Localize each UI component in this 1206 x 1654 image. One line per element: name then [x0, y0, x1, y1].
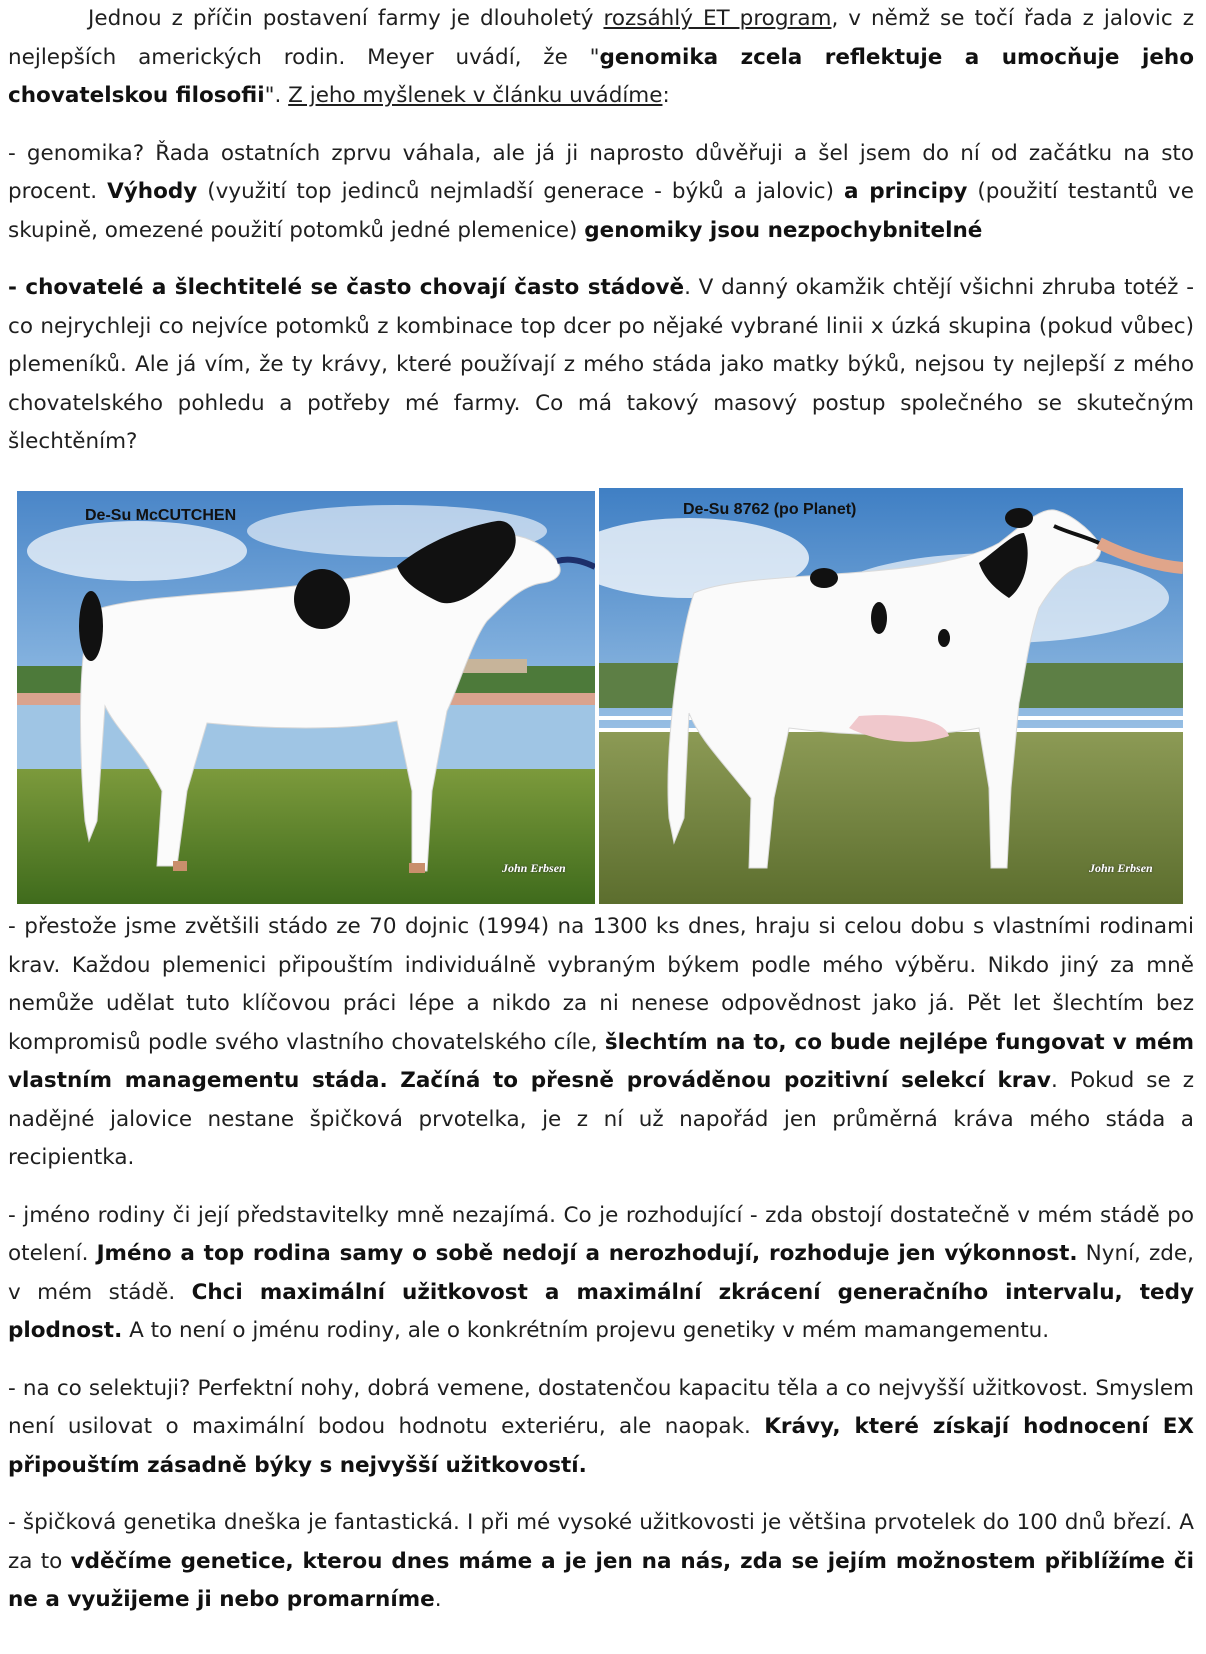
photo-credit-left: John Erbsen [502, 861, 566, 875]
spacer [8, 250, 1194, 269]
paragraph-genetika [8, 1504, 1194, 1620]
bold-text: šlechtím na to, co bude nejlépe fungovat v mém vlastním managementu stáda. Začíná to přesně prováděnou pozitivní selekcí krav [8, 1029, 1194, 1093]
paragraph-selekce [8, 1370, 1194, 1486]
spacer [8, 1178, 1194, 1197]
text: Nyní, zde, v mém stádě. [8, 1241, 1194, 1305]
link-et-program[interactable]: rozsáhlý ET program [603, 6, 832, 31]
text: A to není o jménu rodiny, ale o konkrétním projevu genetiky v mém mamangementu. [122, 1318, 1050, 1343]
cow-photo-right [599, 488, 1183, 904]
spacer [8, 1351, 1194, 1370]
text: : [662, 83, 670, 108]
bold-text: - chovatelé a šlechtitelé se často chovají často stádově [8, 275, 685, 300]
paragraph-chovatele [8, 269, 1194, 462]
bold-text: Krávy, které získají hodnocení EX připouštím zásadně býky s nejvyšší užitkovostí. [8, 1414, 1195, 1478]
bold-text: vděčíme genetice, kterou dnes máme a je jen na nás, zda se jejím možnostem přiblížíme či ne a využijeme ji nebo promarníme [8, 1548, 1194, 1612]
photo-caption-left: De-Su McCUTCHEN [85, 507, 237, 524]
bold-text: a principy [844, 179, 968, 204]
text: - genomika? Řada ostatních zprvu váhala, ale já ji naprosto důvěřuji a šel jsem do ní od začátku na sto procent. [8, 140, 1194, 204]
text: . V danný okamžik chtějí všichni zhruba totéž - co nejrychleji co nejvíce potomků z kombinace top dcer po nějaké vybrané linii x úzká skupina (pokud vůbec) plemeníků. Ale já vím, že ty krávy, které používají z mého stáda jako matky býků, nejsou ty nejlepší z mého chovatelského pohledu a potřeby mé farmy. Co má takový masový postup společného se skutečným šlechtěním? [8, 275, 1194, 454]
photo-credit-right: John Erbsen [1089, 861, 1153, 875]
text: . Pokud se z nadějné jalovice nestane špičková prvotelka, je z ní už napořád jen průměrná kráva mého stáda a recipientka. [8, 1068, 1194, 1170]
underlined-text: Z jeho myšlenek v článku uvádíme [288, 83, 663, 108]
bold-text: genomiky jsou nezpochybnitelné [584, 217, 983, 243]
photo-mccutchen [17, 491, 595, 904]
text: - jméno rodiny či její představitelky mně nezajímá. Co je rozhodující - zda obstojí dostatečně v mém stádě po otelení. [8, 1202, 1194, 1266]
text: - na co selektuji? Perfektní nohy, dobrá vemene, dostatenčou kapacitu těla a co nejvyšší užitkovost. Smyslem není usilovat o maximální bodou hodnotu exteriéru, ale naopak. [8, 1375, 1194, 1439]
spacer [8, 1485, 1194, 1504]
article-bottom [8, 908, 1194, 1620]
text: ". [264, 83, 289, 108]
paragraph-stado [8, 908, 1194, 1178]
paragraph-intro [8, 0, 1194, 116]
spacer [8, 116, 1194, 135]
text: (využití top jedinců nejmladší generace - býků a jalovic) [197, 179, 845, 204]
photo-pair [17, 491, 1189, 904]
text: Jednou z příčin postavení farmy je dlouholetý [88, 6, 604, 31]
bold-text: Jméno a top rodina samy o sobě nedojí a nerozhodují, rozhoduje jen výkonnost. [96, 1241, 1078, 1266]
article-top [8, 0, 1194, 462]
photo-caption-right: De-Su 8762 (po Planet) [683, 501, 857, 518]
photo-8762 [599, 488, 1183, 904]
text: - špičková genetika dneška je fantastická. I při mé vysoké užitkovosti je většina prvotelek do 100 dnů březí. A za to [8, 1510, 1194, 1574]
cow-photo-left [17, 491, 595, 904]
text: - přestože jsme zvětšili stádo ze 70 dojnic (1994) na 1300 ks dnes, hraju si celou dobu s vlastními rodinami krav. Každou plemenici připouštím individuálně vybraným býkem podle mého výběru. Nikdo jiný za mně nemůže udělat tuto klíčovou práci lépe a nikdo za ni nenese odpovědnost jako já. Pět let šlechtím bez kompromisů podle svého vlastního chovatelského cíle, [8, 914, 1194, 1055]
text: , v němž se točí řada z jalovic z nejlepších amerických rodin. Meyer uvádí, že " [8, 6, 1194, 70]
text: . [434, 1587, 442, 1612]
text: (použití testantů ve skupině, omezené použití potomků jedné plemenice) [8, 179, 1194, 243]
paragraph-genomika [8, 135, 1194, 251]
paragraph-jmeno-rodiny [8, 1197, 1194, 1351]
bold-text: Výhody [107, 179, 198, 204]
bold-text: Chci maximální užitkovost a maximální zkrácení generačního intervalu, tedy plodnost. [8, 1279, 1194, 1343]
bold-quote: genomika zcela reflektuje a umocňuje jeho chovatelskou filosofii [8, 44, 1194, 108]
